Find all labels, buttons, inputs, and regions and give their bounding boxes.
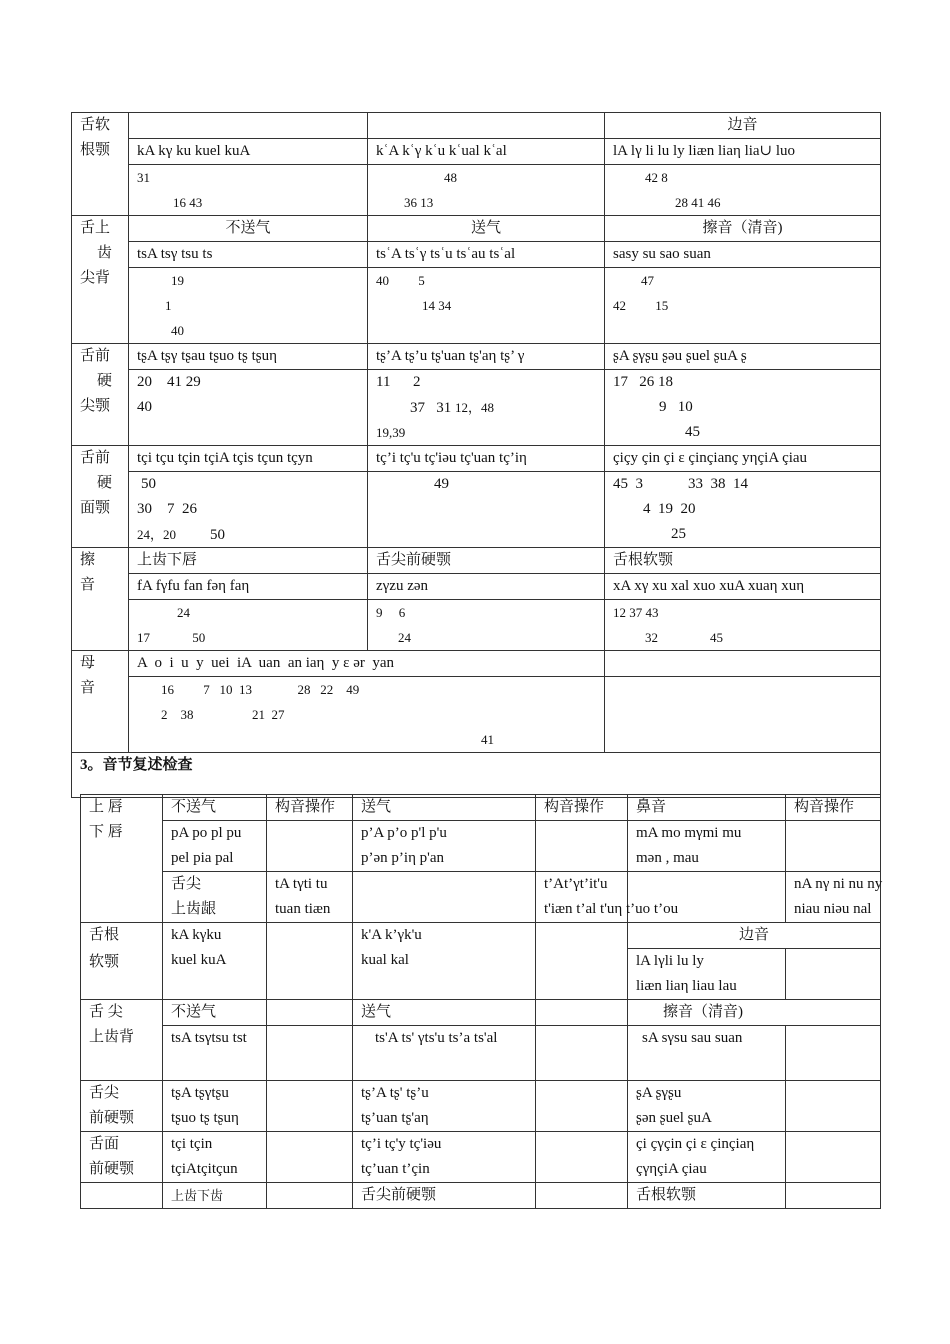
- category-cell: 舌面 前硬颚: [81, 1132, 163, 1183]
- number-cell: 40 5 14 34: [368, 268, 605, 344]
- header-cell: 舌尖前硬颚: [353, 1183, 536, 1209]
- category-cell: 舌尖 上齿龈: [163, 872, 267, 923]
- syllable-cell: kʿA kʿγ kʿu kʿual kʿal: [368, 139, 605, 165]
- syllable-cell: k'A k’γk'u kual kal: [353, 923, 536, 1000]
- syllable-cell: tç’i tç'y tç'iəu tç’uan t’çin: [353, 1132, 536, 1183]
- number-cell: 24 17 50: [129, 600, 368, 651]
- number-cell: 31 16 43: [129, 165, 368, 216]
- section-heading: 3。音节复述检查: [72, 753, 881, 798]
- syllable-cell: pA po pl pu pel pia pal: [163, 821, 267, 872]
- syllable-cell: ts'A ts' γts'u ts’a ts'al: [353, 1026, 536, 1081]
- syllable-cell: tA tγti tu tuan tiæn: [267, 872, 353, 923]
- operation-cell[interactable]: [267, 1026, 353, 1081]
- category-cell: 舌 尖 上齿背: [81, 1000, 163, 1081]
- empty-cell: [368, 113, 605, 139]
- header-cell: 送气: [368, 216, 605, 242]
- syllable-cell: nA nγ ni nu ny niau niəu nal: [786, 872, 881, 923]
- number-cell: 49: [368, 472, 605, 548]
- operation-cell[interactable]: [267, 1132, 353, 1183]
- syllable-cell: tsʿA tsʿγ tsʿu tsʿau tsʿal: [368, 242, 605, 268]
- header-cell: 上齿下唇: [129, 548, 368, 574]
- syllable-cell: sA sγsu sau suan: [628, 1026, 786, 1081]
- empty-cell: [129, 113, 368, 139]
- number-cell: 50 30 7 26 24，20 50: [129, 472, 368, 548]
- number-cell: 48 36 13: [368, 165, 605, 216]
- operation-cell[interactable]: [536, 923, 628, 1000]
- empty-cell: [267, 1183, 353, 1209]
- operation-cell[interactable]: [786, 1026, 881, 1081]
- syllable-cell: tʂ’A tʂ’u tʂ'uan tʂ'aη tʂ’ γ: [368, 344, 605, 370]
- syllable-cell: p’A p’o p'l p'u p’ən p’iη p'an: [353, 821, 536, 872]
- header-cell: 构音操作: [536, 795, 628, 821]
- syllable-cell: kA kγku kuel kuA: [163, 923, 267, 1000]
- number-cell: 19 1 40: [129, 268, 368, 344]
- header-cell: 上齿下齿: [163, 1183, 267, 1209]
- number-cell: 9 6 24: [368, 600, 605, 651]
- number-cell: 42 8 28 41 46: [605, 165, 881, 216]
- syllable-cell: çiçy çin çi ε çinçianç yηçiA çiau: [605, 446, 881, 472]
- syllable-cell: zγzu zən: [368, 574, 605, 600]
- operation-cell[interactable]: [267, 821, 353, 872]
- header-cell: 舌根软颚: [628, 1183, 786, 1209]
- empty-cell: [786, 1183, 881, 1209]
- syllable-cell: kA kγ ku kuel kuA: [129, 139, 368, 165]
- number-cell: 45 3 33 38 14 4 19 20 25: [605, 472, 881, 548]
- operation-cell[interactable]: [786, 1081, 881, 1132]
- empty-cell: [605, 677, 881, 753]
- category-cell: 舌软 根颚: [72, 113, 129, 216]
- operation-cell[interactable]: [786, 1132, 881, 1183]
- syllable-cell: tʂA tʂγ tʂau tʂuo tʂ tʂuη: [129, 344, 368, 370]
- header-cell: 擦音（清音): [628, 1000, 881, 1026]
- category-cell: 上 唇 下 唇: [81, 795, 163, 923]
- header-cell: 不送气: [163, 1000, 267, 1026]
- operation-cell[interactable]: [536, 1026, 628, 1081]
- header-cell: 舌根软颚: [605, 548, 881, 574]
- number-cell: 12 37 43 32 45: [605, 600, 881, 651]
- empty-cell: [81, 1183, 163, 1209]
- header-cell: 边音: [605, 113, 881, 139]
- operation-cell[interactable]: [786, 949, 881, 1000]
- header-cell: 不送气: [163, 795, 267, 821]
- header-cell: 不送气: [129, 216, 368, 242]
- category-cell: 舌根 软颚: [81, 923, 163, 1000]
- category-cell: 母 音: [72, 651, 129, 753]
- header-cell: 鼻音: [628, 795, 786, 821]
- empty-cell: [536, 1000, 628, 1026]
- syllable-cell: A o i u y uei iA uan an iaη y ε ər yan: [129, 651, 605, 677]
- operation-cell[interactable]: [536, 1132, 628, 1183]
- syllable-cell: tʂ’A tʂ' tʂ’u tʂ’uan tʂ'aη: [353, 1081, 536, 1132]
- number-cell: 20 41 29 40: [129, 370, 368, 446]
- syllable-cell: tʂA tʂγtʂu tʂuo tʂ tʂuη: [163, 1081, 267, 1132]
- syllable-cell: t’At’γt’it'u t'iæn t’al t'uη t’uo t’ou: [536, 872, 628, 923]
- header-cell: 擦音（清音): [605, 216, 881, 242]
- syllable-cell: tsA tsγtsu tst: [163, 1026, 267, 1081]
- empty-cell: [267, 1000, 353, 1026]
- empty-cell: [536, 1183, 628, 1209]
- operation-cell[interactable]: [536, 821, 628, 872]
- syllable-cell: tçi tçin tçiAtçitçun: [163, 1132, 267, 1183]
- syllable-cell: sasy su sao suan: [605, 242, 881, 268]
- operation-cell[interactable]: [786, 821, 881, 872]
- header-cell: 送气: [353, 795, 536, 821]
- syllable-cell: çi çγçin çi ε çinçiaη çγηçiA çiau: [628, 1132, 786, 1183]
- header-cell: 舌尖前硬颚: [368, 548, 605, 574]
- syllable-cell: xA xγ xu xal xuo xuA xuaη xuη: [605, 574, 881, 600]
- empty-cell: [605, 651, 881, 677]
- category-cell: 舌尖 前硬颚: [81, 1081, 163, 1132]
- number-cell: 16 7 10 13 28 22 49 2 38 21 27 41: [129, 677, 605, 753]
- syllable-cell: mA mo mγmi mu mən , mau: [628, 821, 786, 872]
- number-cell: 11 2 37 31 12，48 19,39: [368, 370, 605, 446]
- category-cell: 舌上 齿 尖背: [72, 216, 129, 344]
- syllable-cell: tçi tçu tçin tçiA tçis tçun tçyn: [129, 446, 368, 472]
- header-cell: 边音: [628, 923, 881, 949]
- syllable-cell: ʂA ʂγʂu ʂən ʂuel ʂuA: [628, 1081, 786, 1132]
- category-cell: 舌前 硬 尖颚: [72, 344, 129, 446]
- header-cell: 构音操作: [267, 795, 353, 821]
- syllable-repetition-table: [80, 794, 881, 1209]
- syllable-cell: tç’i tç'u tç'iəu tç'uan tç’iη: [368, 446, 605, 472]
- syllable-cell: fA fγfu fan fəη faη: [129, 574, 368, 600]
- operation-cell[interactable]: [267, 923, 353, 1000]
- syllable-cell: lA lγli lu ly liæn liaη liau lau: [628, 949, 786, 1000]
- header-cell: 构音操作: [786, 795, 881, 821]
- operation-cell[interactable]: [267, 1081, 353, 1132]
- number-cell: 17 26 18 9 10 45: [605, 370, 881, 446]
- number-cell: 47 42 15: [605, 268, 881, 344]
- category-cell: 擦 音: [72, 548, 129, 651]
- articulation-table: [71, 112, 881, 798]
- operation-cell[interactable]: [536, 1081, 628, 1132]
- syllable-cell: tsA tsγ tsu ts: [129, 242, 368, 268]
- header-cell: 送气: [353, 1000, 536, 1026]
- syllable-cell: lA lγ li lu ly liæn liaη lia∪ luo: [605, 139, 881, 165]
- category-cell: 舌前 硬 面颚: [72, 446, 129, 548]
- operation-cell[interactable]: [353, 872, 536, 923]
- syllable-cell: ʂA ʂγʂu ʂəu ʂuel ʂuA ʂ: [605, 344, 881, 370]
